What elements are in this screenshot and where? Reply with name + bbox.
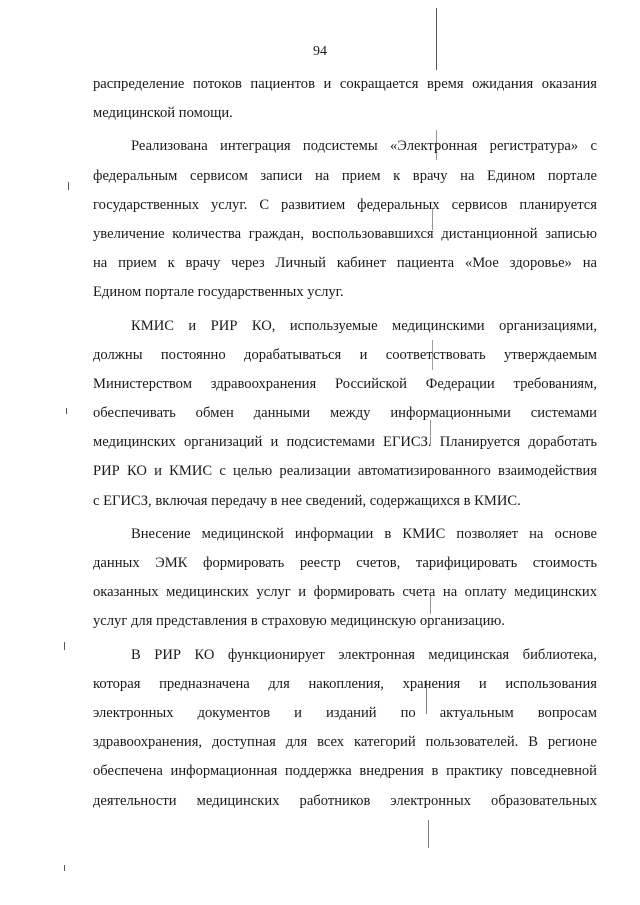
text-line: медицинской помощи. (93, 105, 233, 122)
scan-speck (66, 408, 67, 414)
text-line: Реализована интеграция подсистемы «Электронная регистратура» с (131, 138, 597, 155)
text-line: Едином портале государственных услуг. (93, 284, 344, 301)
scan-artifact-line (428, 820, 429, 848)
text-line: РИР КО и КМИС с целью реализации автоматизированного взаимодействия (93, 463, 597, 480)
text-line: В РИР КО функционирует электронная медицинская библиотека, (131, 646, 597, 663)
text-line: Министерством здравоохранения Российской Федерации требованиям, (93, 375, 597, 392)
text-line: федеральным сервисом записи на прием к врачу на Едином портале (93, 167, 597, 184)
text-line: Внесение медицинской информации в КМИС позволяет на основе (131, 525, 597, 542)
text-line: здравоохранения, доступная для всех категорий пользователей. В регионе (93, 734, 597, 751)
text-line: КМИС и РИР КО, используемые медицинскими организациями, (131, 317, 597, 334)
text-line: электронных документов и изданий по актуальным вопросам (93, 704, 597, 721)
text-line: с ЕГИСЗ, включая передачу в нее сведений, содержащихся в КМИС. (93, 492, 521, 509)
text-line: распределение потоков пациентов и сокращается время ожидания оказания (93, 76, 597, 92)
paragraph (93, 641, 597, 816)
text-line: государственных услуг. С развитием федеральных сервисов планируется (93, 196, 597, 213)
text-line: оказанных медицинских услуг и формировать счета на оплату медицинских (93, 584, 597, 601)
text-line: обеспечена информационная поддержка внедрения в практику повседневной (93, 763, 597, 780)
document-body (93, 70, 597, 816)
text-line: на прием к врачу через Личный кабинет пациента «Мое здоровье» на (93, 255, 597, 272)
paragraph (93, 70, 597, 128)
text-line: медицинских организаций и подсистемами ЕГИСЗ. Планируется доработать (93, 434, 597, 451)
scan-speck (64, 642, 65, 650)
text-line: должны постоянно дорабатываться и соответствовать утверждаемым (93, 346, 597, 363)
paragraph (93, 312, 597, 516)
scan-artifact-line (436, 8, 437, 70)
text-line: деятельности медицинских работников электронных образовательных (93, 792, 597, 809)
page-number: 94 (313, 44, 327, 59)
paragraph (93, 520, 597, 637)
text-line: обеспечивать обмен данными между информационными системами (93, 405, 597, 422)
text-line: услуг для представления в страховую медицинскую организацию. (93, 613, 505, 630)
scan-speck (64, 865, 65, 871)
text-line: которая предназначена для накопления, хранения и использования (93, 675, 597, 692)
text-line: увеличение количества граждан, воспользовавшихся дистанционной записью (93, 225, 597, 242)
paragraph (93, 132, 597, 307)
text-line: данных ЭМК формировать реестр счетов, тарифицировать стоимость (93, 555, 597, 571)
scan-speck (68, 182, 69, 190)
